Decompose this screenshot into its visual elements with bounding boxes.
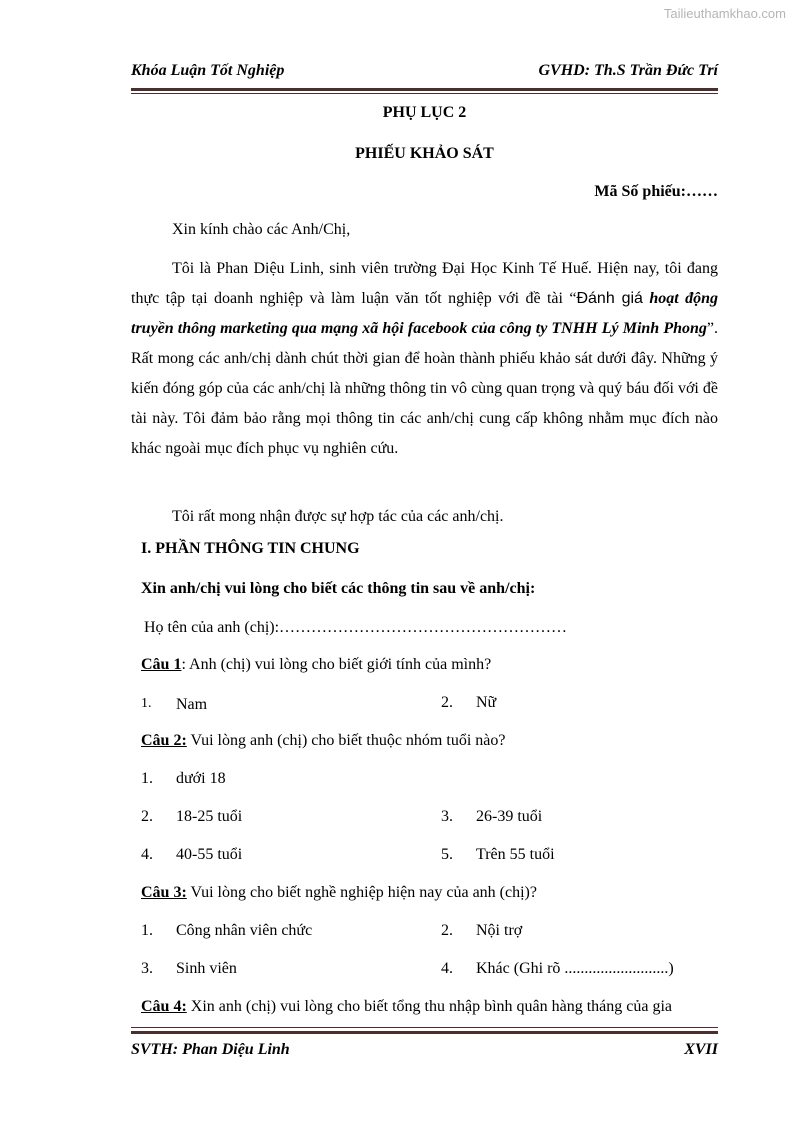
option[interactable]: 3. Sinh viên	[141, 960, 237, 977]
q3-label: Câu 3:	[141, 884, 187, 901]
q1-options	[141, 694, 728, 714]
header-left: Khóa Luận Tốt Nghiệp	[131, 62, 285, 79]
footer-left: SVTH: Phan Diệu Linh	[131, 1041, 290, 1058]
section-heading: I. PHẦN THÔNG TIN CHUNG	[141, 540, 360, 557]
q1-label: Câu 1	[141, 656, 182, 673]
header-rule-thick	[131, 88, 718, 91]
option[interactable]: 1. dưới 18	[141, 770, 226, 787]
intro-paragraph	[131, 254, 718, 464]
q1-text: : Anh (chị) vui lòng cho biết giới tính của mình?	[181, 656, 492, 673]
footer-rule-thick	[131, 1031, 718, 1034]
q4-text: Xin anh (chị) vui lòng cho biết tổng thu nhập bình quân hàng tháng của gia	[186, 998, 673, 1015]
intro-part2: ”. Rất mong các anh/chị dành chút thời gian để hoàn thành phiếu khảo sát dưới đây. Những ý kiến đóng góp của các anh/chị là những thông tin vô cùng quan trọng và quý báu đối với đề tài này. Tôi đảm bảo rằng mọi thông tin các anh/chị cung cấp không nhằm mục đích nào khác ngoài mục đích phục vụ nghiên cứu.	[131, 320, 718, 457]
q2-label: Câu 2:	[141, 732, 187, 749]
header-right: GVHD: Th.S Trần Đức Trí	[538, 62, 718, 79]
option[interactable]: 4. Khác (Ghi rõ ..........................)	[441, 960, 674, 977]
info-request: Xin anh/chị vui lòng cho biết các thông tin sau về anh/chị:	[141, 580, 536, 597]
intro-topic-b: hoạt động truyền thông marketing qua mạng xã hội facebook của công ty TNHH Lý Minh Phong	[131, 290, 719, 337]
option[interactable]: 2. Nữ	[441, 694, 497, 711]
greeting: Xin kính chào các Anh/Chị,	[172, 221, 351, 238]
page-footer	[131, 1041, 718, 1059]
question-2	[141, 732, 728, 750]
intro-topic-a: Đánh giá	[576, 290, 643, 307]
footer-rule-thin	[131, 1027, 718, 1028]
watermark: Tailieuthamkhao.com	[663, 6, 786, 21]
option[interactable]: 1. Nam	[141, 696, 208, 713]
thanks: Tôi rất mong nhận được sự hợp tác của các anh/chị.	[172, 508, 504, 525]
intro-part1: Tôi là Phan Diệu Linh, sinh viên trường Đại Học Kinh Tế Huế. Hiện nay, tôi đang thực tập tại doanh nghiệp và làm luận văn tốt nghiệp với đề tài “	[131, 260, 718, 307]
q2-options-row1	[141, 770, 728, 788]
option[interactable]: 2. 18-25 tuổi	[141, 808, 243, 825]
q2-text: Vui lòng anh (chị) cho biết thuộc nhóm tuổi nào?	[186, 732, 506, 749]
page-number: XVII	[684, 1041, 718, 1058]
question-4	[141, 998, 728, 1016]
q3-options-row2	[141, 960, 728, 978]
question-1	[141, 656, 728, 674]
question-3	[141, 884, 728, 902]
q3-text: Vui lòng cho biết nghề nghiệp hiện nay của anh (chị)?	[186, 884, 537, 901]
survey-title: PHIẾU KHẢO SÁT	[355, 145, 494, 162]
option[interactable]: 1. Công nhân viên chức	[141, 922, 313, 939]
q2-options-row2	[141, 808, 728, 826]
page-header	[131, 62, 718, 80]
option[interactable]: 4. 40-55 tuổi	[141, 846, 243, 863]
survey-code: Mã Số phiếu:……	[594, 183, 718, 200]
q2-options-row3	[141, 846, 728, 864]
option[interactable]: 3. 26-39 tuổi	[441, 808, 543, 825]
appendix-title: PHỤ LỤC 2	[382, 104, 467, 121]
name-field-line: Họ tên của anh (chị):………………………………………………	[144, 619, 568, 636]
q3-options-row1	[141, 922, 728, 940]
option[interactable]: 5. Trên 55 tuổi	[441, 846, 555, 863]
q4-label: Câu 4:	[141, 998, 187, 1015]
header-rule-thin	[131, 93, 718, 94]
option[interactable]: 2. Nội trợ	[441, 922, 523, 939]
